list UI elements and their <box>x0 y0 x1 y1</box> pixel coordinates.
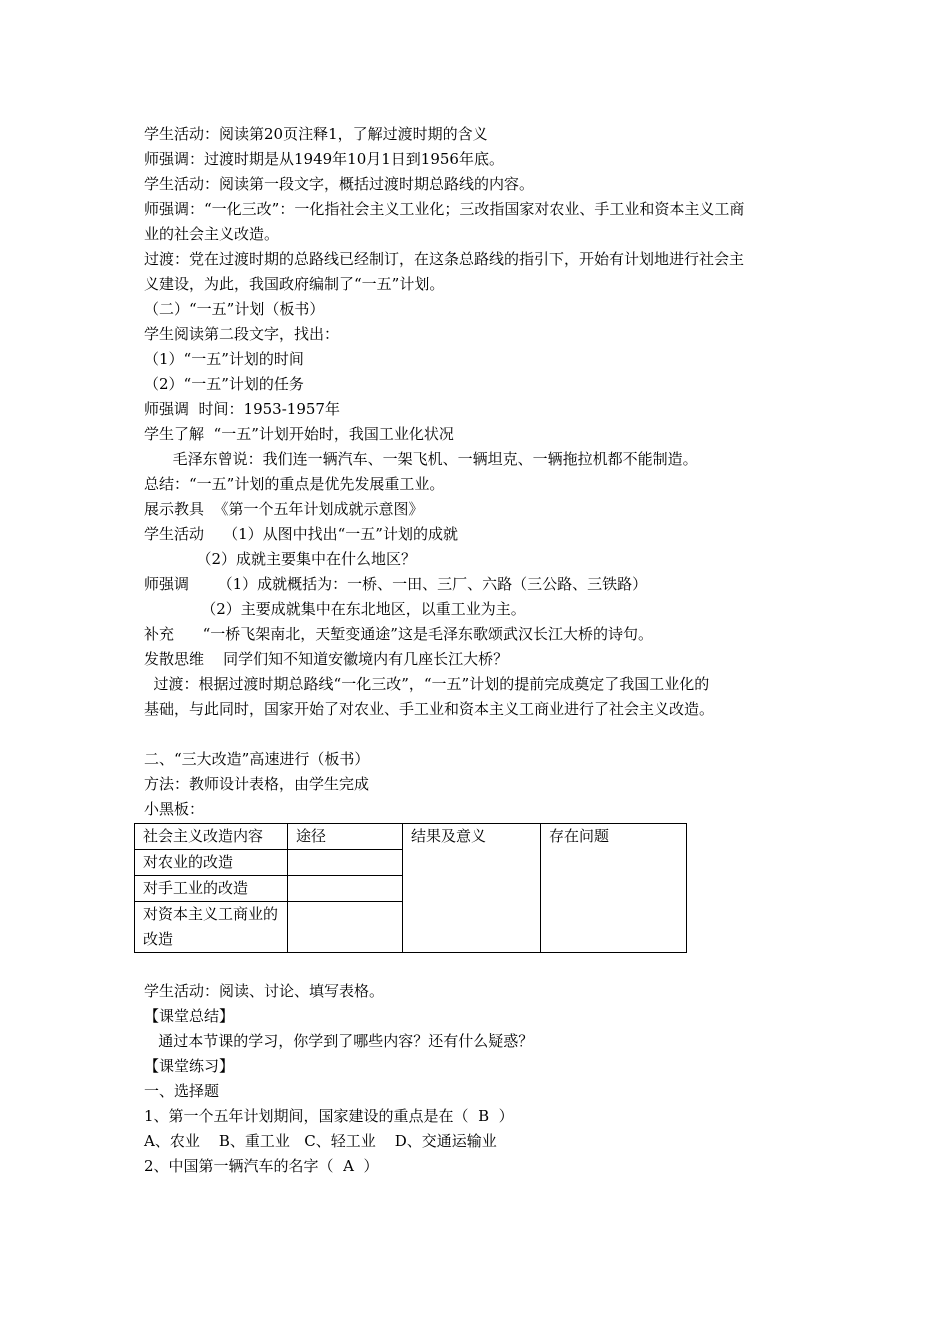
text-line: 学生活动 （1）从图中找出“一五”计划的成就 <box>144 525 458 543</box>
text-line: 总结：“一五”计划的重点是优先发展重工业。 <box>144 475 445 493</box>
text-line: 毛泽东曾说：我们连一辆汽车、一架飞机、一辆坦克、一辆拖拉机都不能制造。 <box>144 450 698 468</box>
text-line: 业的社会主义改造。 <box>144 225 280 243</box>
table-header-cell: 存在问题 <box>541 824 687 953</box>
section-heading: 二、“三大改造”高速进行（板书） <box>144 750 370 768</box>
text-line: 基础，与此同时，国家开始了对农业、手工业和资本主义工商业进行了社会主义改造。 <box>144 700 715 718</box>
text-line: 过渡：根据过渡时期总路线“一化三改”，“一五”计划的提前完成奠定了我国工业化的 <box>144 675 710 693</box>
text-line: 通过本节课的学习，你学到了哪些内容？还有什么疑惑？ <box>144 1032 534 1050</box>
text-line: 义建设，为此，我国政府编制了“一五”计划。 <box>144 275 445 293</box>
question-line: 1、第一个五年计划期间，国家建设的重点是在（ B ） <box>144 1107 514 1125</box>
text-line: （2）成就主要集中在什么地区？ <box>144 550 416 568</box>
text-line: （2）“一五”计划的任务 <box>144 375 304 393</box>
text-line: 一、选择题 <box>144 1082 220 1100</box>
text-line: 方法：教师设计表格，由学生完成 <box>144 775 370 793</box>
section-heading: 【课堂总结】 <box>144 1007 235 1025</box>
text-line: 学生活动：阅读第一段文字，概括过渡时期总路线的内容。 <box>144 175 535 193</box>
options-line: A、农业 B、重工业 C、轻工业 D、交通运输业 <box>144 1132 497 1150</box>
table-header-row <box>135 824 687 850</box>
text-line: 发散思维 同学们知不知道安徽境内有几座长江大桥？ <box>144 650 509 668</box>
table-header-cell: 途径 <box>288 824 403 850</box>
reform-table <box>134 823 687 953</box>
table-header-cell: 结果及意义 <box>403 824 541 953</box>
table-header-cell: 社会主义改造内容 <box>135 824 288 850</box>
blank-line <box>144 722 824 747</box>
text-line: 师强调：“一化三改”：一化指社会主义工业化；三改指国家对农业、手工业和资本主义工商 <box>144 200 745 218</box>
table-cell: 对手工业的改造 <box>135 876 288 902</box>
table-cell: 对资本主义工商业的改造 <box>135 902 288 953</box>
text-line: 师强调 时间：1953-1957年 <box>144 400 340 418</box>
table-cell-empty <box>288 902 403 953</box>
document-body <box>144 122 824 1179</box>
text-line: 补充 “一桥飞架南北，天堑变通途”这是毛泽东歌颂武汉长江大桥的诗句。 <box>144 625 653 643</box>
question-line: 2、中国第一辆汽车的名字（ A ） <box>144 1157 379 1175</box>
text-line: 学生活动：阅读、讨论、填写表格。 <box>144 982 385 1000</box>
text-line: 学生阅读第二段文字，找出： <box>144 325 340 343</box>
text-line: 展示教具 《第一个五年计划成就示意图》 <box>144 500 424 518</box>
bottom-paragraphs <box>144 979 824 1179</box>
text-line: 师强调：过渡时期是从1949年10月1日到1956年底。 <box>144 150 504 168</box>
table-cell-empty <box>288 876 403 902</box>
text-line: 学生了解 “一五”计划开始时，我国工业化状况 <box>144 425 454 443</box>
table-cell-empty <box>288 850 403 876</box>
text-line: 学生活动：阅读第20页注释1，了解过渡时期的含义 <box>144 125 488 143</box>
text-line: 师强调 （1）成就概括为：一桥、一田、三厂、六路（三公路、三铁路） <box>144 575 648 593</box>
mid-paragraphs <box>144 747 824 822</box>
text-line: 小黑板： <box>144 800 205 818</box>
top-paragraphs <box>144 122 824 722</box>
text-line: （2）主要成就集中在东北地区，以重工业为主。 <box>144 600 526 618</box>
section-heading: （二）“一五”计划（板书） <box>144 300 325 318</box>
section-heading: 【课堂练习】 <box>144 1057 235 1075</box>
table-cell: 对农业的改造 <box>135 850 288 876</box>
text-line: （1）“一五”计划的时间 <box>144 350 304 368</box>
text-line: 过渡：党在过渡时期的总路线已经制订，在这条总路线的指引下，开始有计划地进行社会主 <box>144 250 745 268</box>
